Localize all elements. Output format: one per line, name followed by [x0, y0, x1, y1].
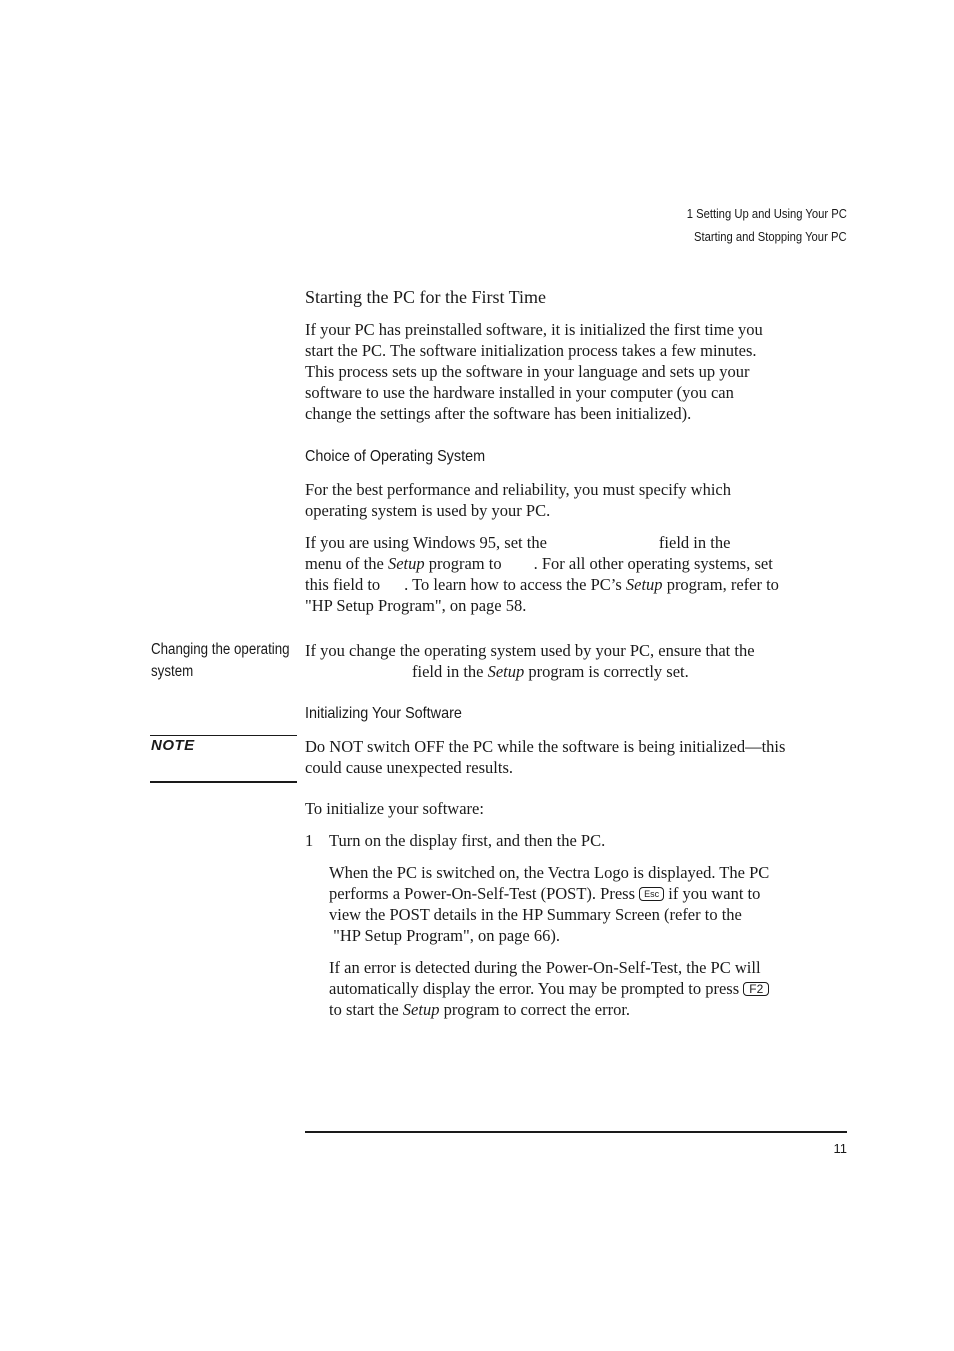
init-p1-line-3: view the POST details in the HP Summary Screen (refer to the — [329, 905, 742, 924]
choice-line: operating system is used by your PC. — [305, 501, 551, 520]
changing-line-1: If you change the operating system used by your PC, ensure that the — [305, 641, 755, 660]
footer-rule — [305, 1131, 847, 1133]
setup-program-name: Setup — [387, 554, 425, 573]
init-p1-line-1: When the PC is switched on, the Vectra Logo is displayed. The PC — [329, 863, 770, 882]
choice-line: For the best performance and reliability, you must specify which — [305, 480, 731, 499]
setup-program-name: Setup — [625, 575, 663, 594]
section-title: Starting the PC for the First Time — [305, 287, 547, 307]
choice-p2-line-3: this field to . To learn how to access the PC’s Setup program, refer to — [305, 575, 779, 594]
init-p1-line-4: "HP Setup Program", on page 66). — [329, 926, 560, 945]
changing-paragraph — [305, 640, 755, 682]
intro-line: This process sets up the software in your language and sets up your — [305, 362, 750, 381]
margin-note-line: Changing the operating — [151, 641, 290, 658]
running-header-section: Starting and Stopping Your PC — [694, 230, 847, 244]
margin-note — [151, 639, 290, 683]
note-text — [305, 736, 785, 778]
choice-p2-line-1: If you are using Windows 95, set the field in the — [305, 533, 731, 552]
init-p1-line-2: performs a Power-On-Self-Test (POST). Press Esc if you want to — [329, 884, 761, 903]
f2-key-icon: F2 — [743, 982, 769, 996]
esc-key-icon: Esc — [639, 887, 664, 901]
init-p2-line-2: automatically display the error. You may be prompted to press F2 — [329, 978, 769, 999]
setup-program-name: Setup — [487, 662, 525, 681]
choice-paragraph-1 — [305, 479, 731, 521]
intro-line: software to use the hardware installed in your computer (you can — [305, 383, 734, 402]
init-p2-line-1: If an error is detected during the Power-On-Self-Test, the PC will — [329, 958, 761, 977]
page-number: 11 — [833, 1141, 847, 1156]
setup-program-name: Setup — [402, 1000, 440, 1019]
init-p2-line-3: to start the Setup program to correct the error. — [329, 1000, 631, 1019]
note-top-rule — [150, 735, 297, 736]
choice-paragraph-2 — [305, 532, 779, 616]
init-paragraph-2 — [329, 957, 769, 1020]
subsection-title-choice: Choice of Operating System — [305, 448, 486, 465]
intro-paragraph — [305, 319, 763, 424]
running-header-chapter: 1 Setting Up and Using Your PC — [686, 207, 847, 221]
note-line: could cause unexpected results. — [305, 758, 514, 777]
note-label: NOTE — [151, 737, 195, 754]
subsection-title-init: Initializing Your Software — [305, 705, 462, 722]
intro-line: start the PC. The software initialization process takes a few minutes. — [305, 341, 757, 360]
changing-line-2: field in the Setup program is correctly set. — [412, 662, 689, 681]
init-lead: To initialize your software: — [305, 799, 484, 818]
choice-p2-line-2: menu of the Setup program to . For all other operating systems, set — [305, 554, 773, 573]
intro-line: If your PC has preinstalled software, it is initialized the first time you — [305, 320, 763, 339]
step-number: 1 — [305, 831, 314, 850]
margin-note-line: system — [151, 663, 194, 680]
init-paragraph-1 — [329, 862, 769, 946]
intro-line: change the settings after the software has been initialized). — [305, 404, 692, 423]
note-bottom-rule — [150, 781, 297, 783]
choice-p2-line-4: "HP Setup Program", on page 58. — [305, 596, 527, 615]
step-text: Turn on the display first, and then the PC. — [329, 831, 606, 850]
note-line: Do NOT switch OFF the PC while the software is being initialized—this — [305, 737, 786, 756]
